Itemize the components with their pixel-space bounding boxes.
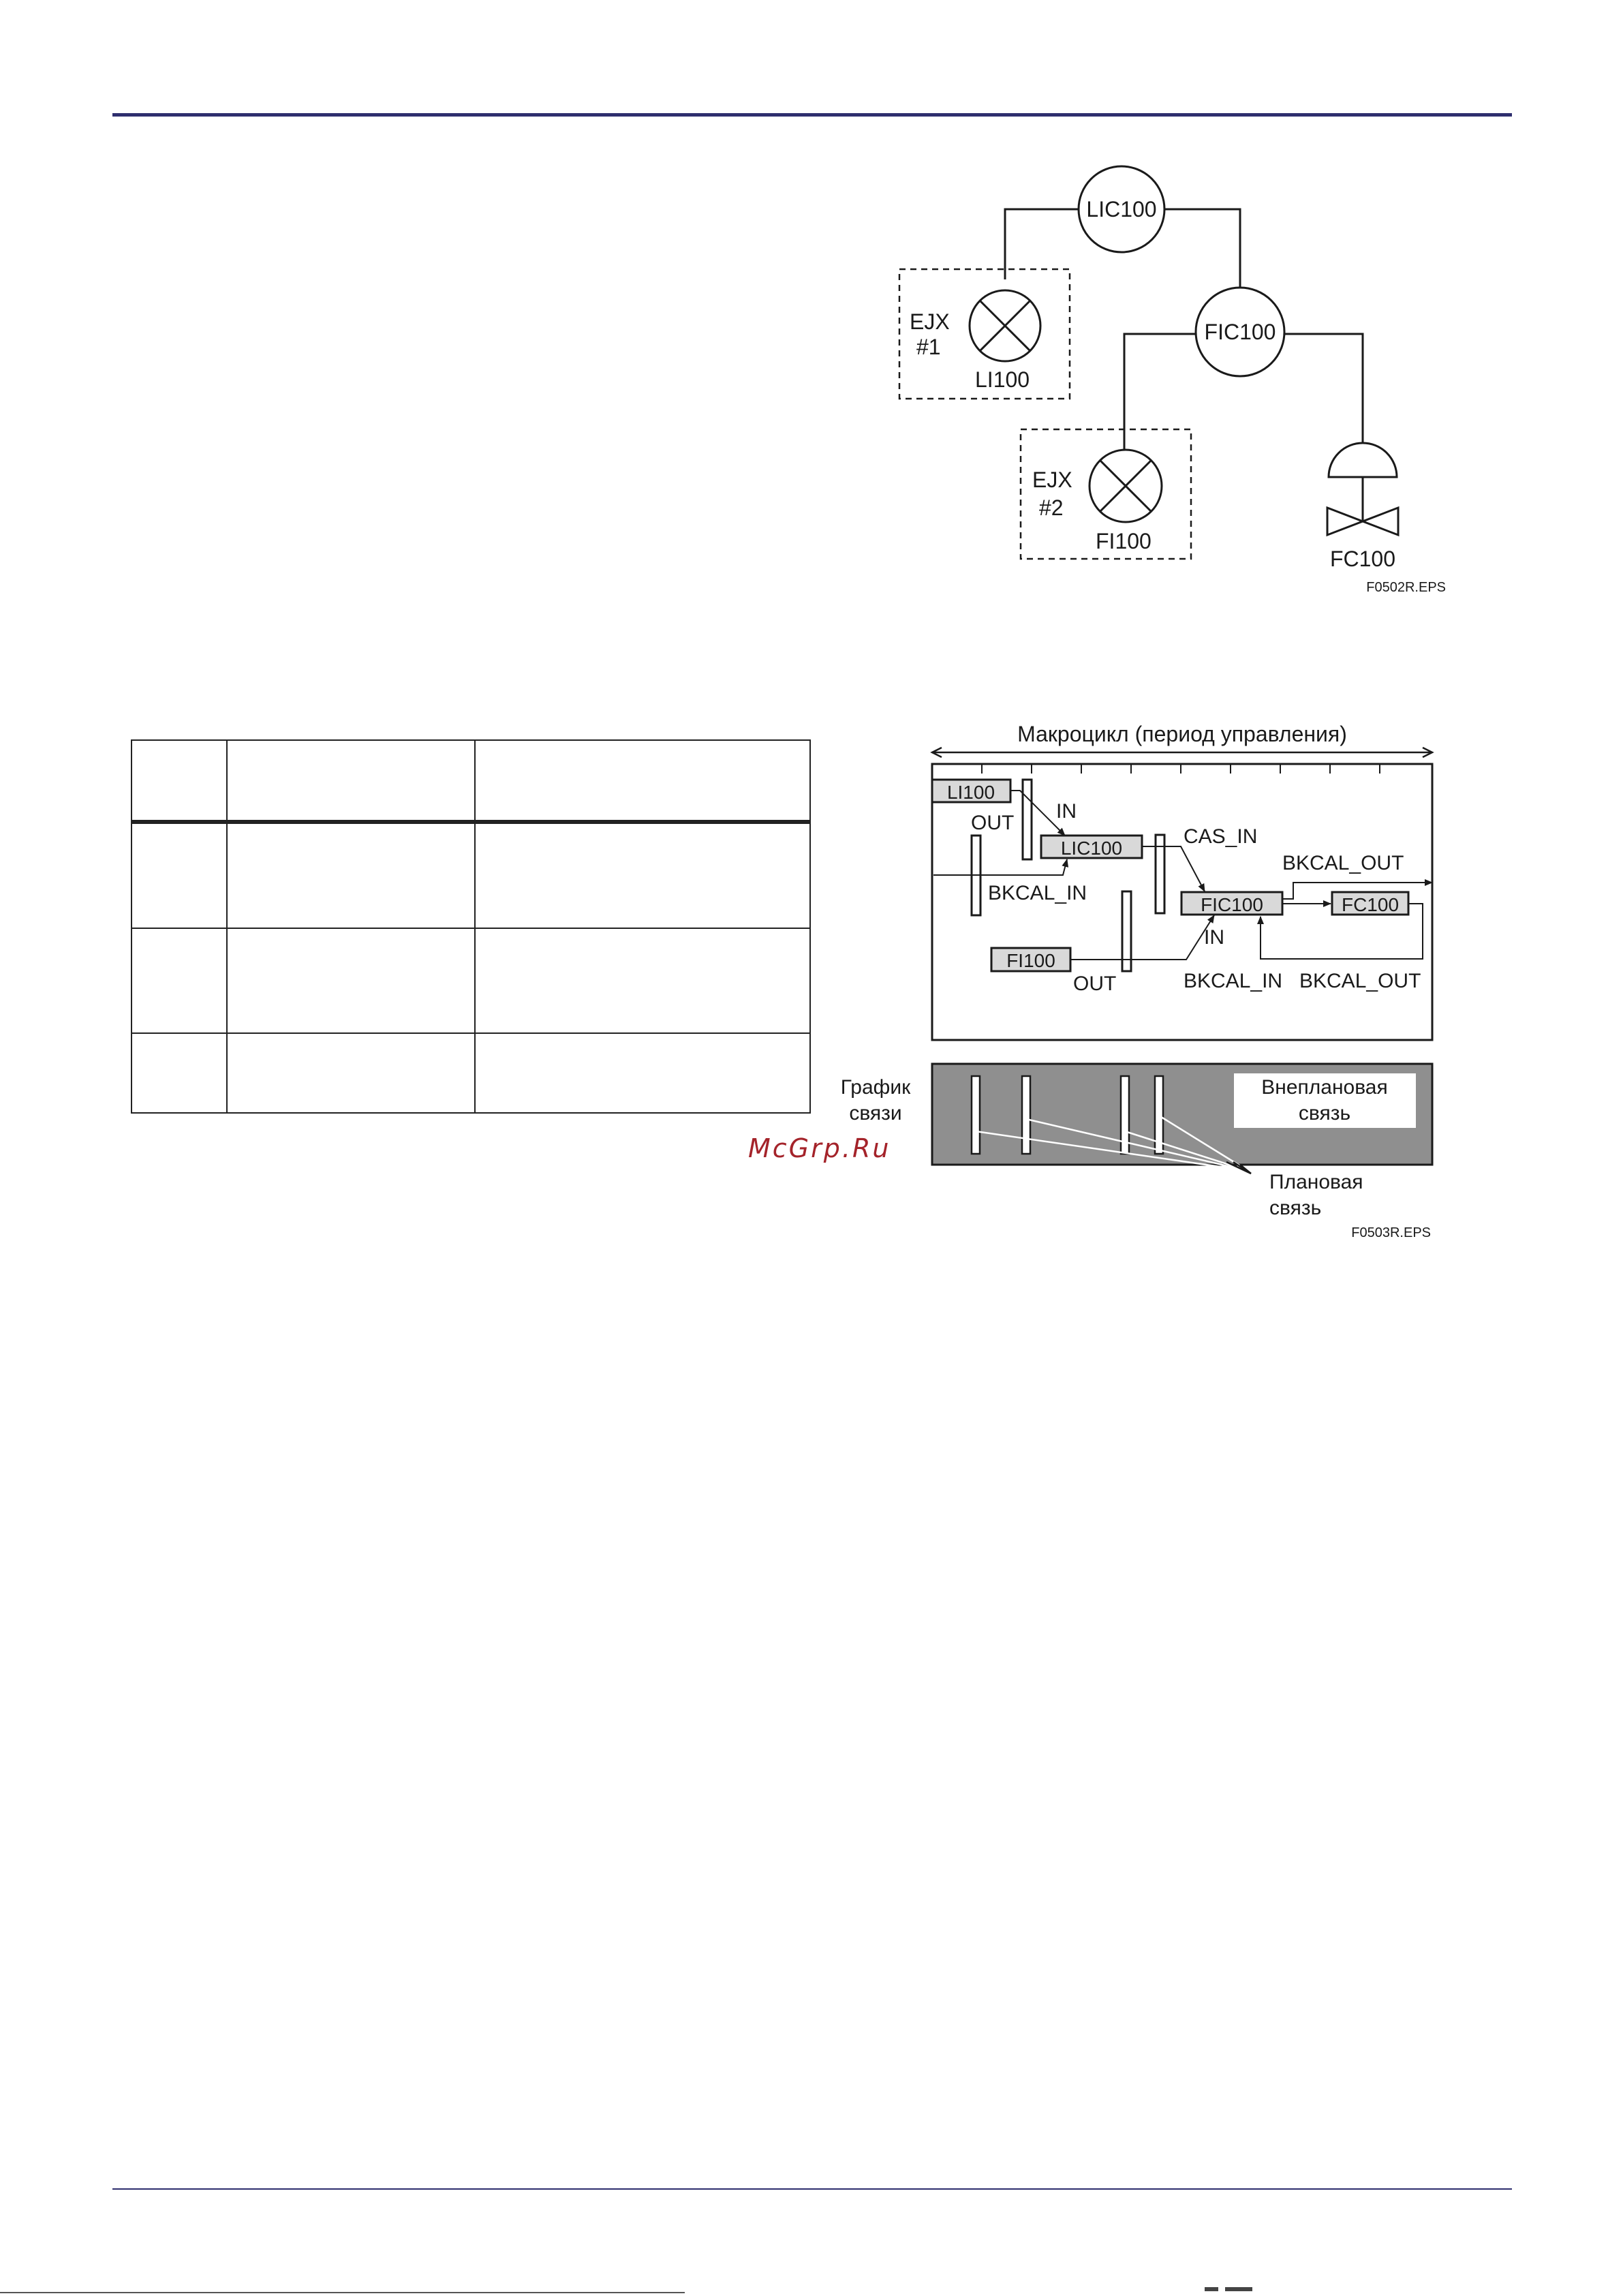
schedule-label-line1: График	[840, 1076, 911, 1099]
table-cell	[227, 740, 475, 822]
signal-bkcal-in-label-2: BKCAL_IN	[1184, 970, 1283, 992]
footer-mark-1	[1205, 2287, 1218, 2291]
arrow-fi-out-to-fic-in	[1070, 915, 1214, 960]
ejx2-label: EJX	[1032, 468, 1072, 492]
figure-file-name-1: F0502R.EPS	[1366, 580, 1446, 595]
watermark-link[interactable]: McGrp.Ru	[748, 1133, 891, 1163]
table-header-row	[132, 740, 810, 822]
table-cell	[132, 928, 227, 1033]
signal-cas-in-label: CAS_IN	[1184, 825, 1258, 848]
scheduled-label-line1: Плановая	[1269, 1171, 1363, 1193]
footer-mark-2	[1225, 2287, 1252, 2291]
page-edge-rule	[0, 2292, 685, 2293]
table-row	[132, 822, 810, 928]
signal-in-label-2: IN	[1204, 926, 1224, 949]
scheduled-label-line2: связь	[1269, 1197, 1322, 1219]
figure-file-name-2: F0503R.EPS	[1351, 1225, 1431, 1240]
lic100-label: LIC100	[1086, 197, 1157, 221]
table-cell	[227, 822, 475, 928]
fic100-label: FIC100	[1204, 320, 1276, 344]
arrow-bkcal-in-lic	[933, 859, 1067, 875]
block-fi100-label: FI100	[1006, 950, 1055, 971]
table-row	[132, 1033, 810, 1113]
table-cell	[132, 1033, 227, 1113]
unscheduled-label-line1: Внеплановая	[1261, 1076, 1388, 1099]
table-cell	[227, 928, 475, 1033]
line-fic-to-fi	[1124, 334, 1196, 450]
signal-out-label-1: OUT	[971, 812, 1015, 834]
ejx2-number: #2	[1039, 495, 1064, 520]
signal-out-label-2: OUT	[1073, 973, 1117, 995]
table-cell	[475, 1033, 810, 1113]
block-fc100-label: FC100	[1341, 894, 1400, 915]
table-row	[132, 928, 810, 1033]
table-cell	[475, 740, 810, 822]
control-loop-diagram	[899, 166, 1398, 559]
fi100-label: FI100	[1096, 529, 1151, 553]
control-loop-labels	[910, 197, 1446, 595]
macrocycle-header	[932, 748, 1432, 757]
signal-bkcal-out-label-bottom: BKCAL_OUT	[1299, 970, 1421, 992]
empty-table	[131, 739, 811, 1114]
table-cell	[132, 740, 227, 822]
unscheduled-label-line2: связь	[1298, 1102, 1351, 1124]
ejx1-number: #1	[916, 335, 941, 359]
schedule-slot-1	[972, 1076, 980, 1154]
signal-bkcal-in-label-1: BKCAL_IN	[988, 882, 1087, 904]
table-cell	[475, 928, 810, 1033]
block-fic100-label: FIC100	[1201, 894, 1263, 915]
signal-bkcal-out-label-top: BKCAL_OUT	[1282, 852, 1404, 874]
arrow-lic-to-fic-cas-in	[1142, 846, 1205, 891]
table-cell	[132, 822, 227, 928]
line-fic-to-fc	[1284, 334, 1363, 446]
table-cell	[227, 1033, 475, 1113]
line-lic-to-fic	[1165, 209, 1240, 290]
ejx1-label: EJX	[910, 309, 950, 334]
function-block-labels	[947, 782, 1421, 995]
table-cell	[475, 822, 810, 928]
comm-bar-2	[1023, 780, 1032, 859]
block-lic100-label: LIC100	[1060, 838, 1123, 859]
signal-in-label-1: IN	[1056, 800, 1077, 823]
valve-actuator	[1329, 443, 1397, 477]
time-ticks	[982, 764, 1380, 774]
schedule-label-line2: связи	[849, 1102, 902, 1124]
macrocycle-title: Макроцикл (период управления)	[1017, 722, 1347, 746]
schedule-slot-2	[1022, 1076, 1030, 1154]
block-li100-label: LI100	[946, 782, 995, 803]
fc100-label: FC100	[1329, 547, 1396, 571]
li100-label: LI100	[975, 367, 1030, 392]
footer-rule	[112, 2188, 1512, 2190]
